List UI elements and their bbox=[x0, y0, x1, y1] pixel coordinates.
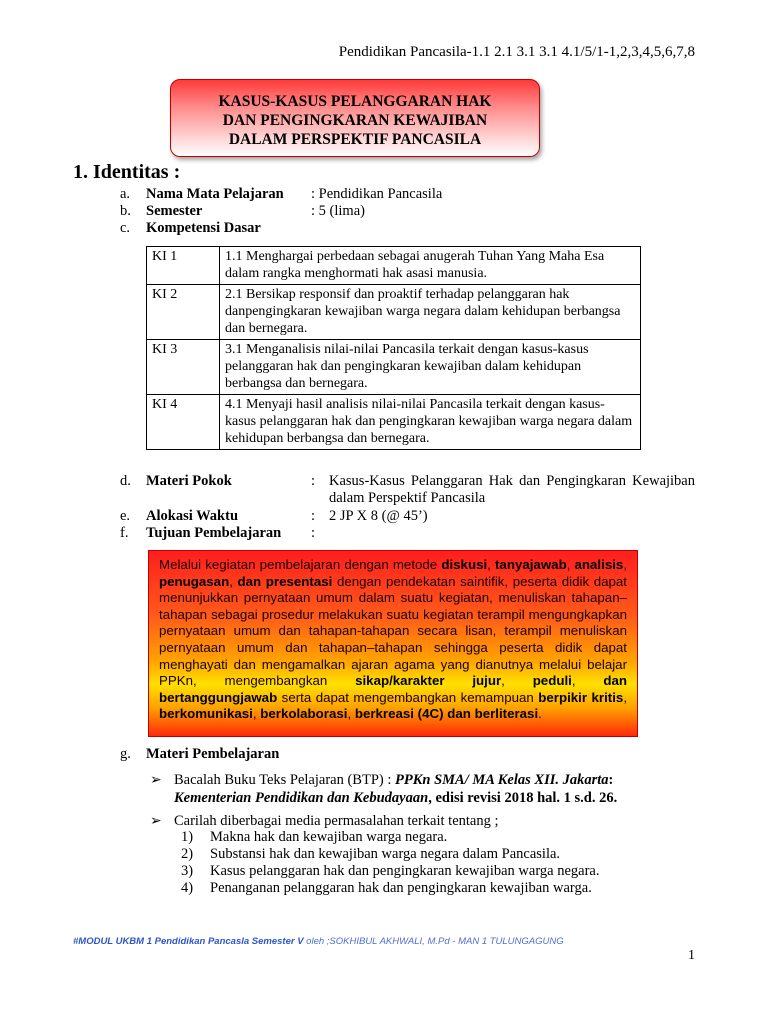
tujuan-bold: berkreasi (4C) bbox=[354, 706, 444, 722]
identitas-a-marker: a. bbox=[120, 186, 131, 202]
kd-text: 1.1 Menghargai perbedaan sebagai anugerah Tuhan Yang Maha Esa dalam rangka menghormati hak asasi manusia. bbox=[220, 247, 641, 285]
tujuan-bold: sikap/karakter jujur bbox=[355, 673, 502, 689]
title-line-3: DALAM PERSPEKTIF PANCASILA bbox=[228, 131, 482, 148]
tujuan-text: , bbox=[487, 557, 495, 572]
btp-edition: , edisi revisi 2018 hal. 1 s.d. 26. bbox=[428, 790, 618, 806]
title-line-1: KASUS-KASUS PELANGGARAN HAK bbox=[218, 93, 492, 110]
tujuan-bold: dan bertanggungjawab bbox=[159, 673, 627, 705]
arrow-bullet-icon: ➢ bbox=[150, 812, 162, 828]
bacalah-btp-text bbox=[174, 771, 714, 807]
identitas-c-marker: c. bbox=[120, 220, 131, 236]
list-item-number: 1) bbox=[181, 829, 194, 845]
title-line-2: DAN PENGINGKARAN KEWAJIBAN bbox=[222, 112, 488, 129]
tujuan-bold: berkolaborasi bbox=[260, 706, 348, 722]
tujuan-bold: dan berliterasi bbox=[447, 706, 539, 722]
kd-code: KI 4 bbox=[147, 395, 220, 450]
tujuan-bold: dan presentasi bbox=[237, 573, 333, 589]
identitas-d-marker: d. bbox=[120, 473, 131, 489]
table-row bbox=[147, 285, 641, 340]
identitas-a-value: : Pendidikan Pancasila bbox=[311, 186, 443, 202]
document-header: Pendidikan Pancasila-1.1 2.1 3.1 3.1 4.1/5/1-1,2,3,4,5,6,7,8 bbox=[338, 44, 695, 60]
tujuan-text: , bbox=[623, 689, 628, 705]
list-item: Kasus pelanggaran hak dan pengingkaran kewajiban warga negara. bbox=[210, 863, 600, 879]
tujuan-bold: penugasan bbox=[159, 573, 230, 589]
kd-text: 3.1 Menganalisis nilai-nilai Pancasila terkait dengan kasus-kasus pelanggaran hak dan pengingkaran kewajiban dalam kehidupan berbangsa dan bernegara. bbox=[220, 340, 641, 395]
alokasi-waktu-value: 2 JP X 8 (@ 45’) bbox=[329, 508, 428, 524]
identitas-c-label: Kompetensi Dasar bbox=[146, 220, 261, 236]
kd-code: KI 1 bbox=[147, 247, 220, 285]
arrow-bullet-icon: ➢ bbox=[150, 771, 162, 787]
identitas-e-colon: : bbox=[311, 508, 316, 524]
list-item: Makna hak dan kewajiban warga negara. bbox=[210, 829, 448, 845]
tujuan-text: , bbox=[501, 673, 533, 689]
tujuan-pembelajaran-box bbox=[148, 550, 638, 737]
btp-publisher: Kementerian Pendidikan dan Kebudayaan bbox=[174, 790, 429, 806]
list-item: Substansi hak dan kewajiban warga negara dalam Pancasila. bbox=[210, 846, 561, 862]
tujuan-text: , bbox=[252, 706, 261, 722]
identitas-b-value: : 5 (lima) bbox=[311, 203, 365, 219]
tujuan-text: . bbox=[538, 706, 542, 722]
list-item-number: 3) bbox=[181, 863, 194, 879]
identitas-b-marker: b. bbox=[120, 203, 131, 219]
identitas-b-label: Semester bbox=[146, 203, 203, 219]
footer-module: #MODUL UKBM 1 Pendidikan Pancasla Semester V bbox=[73, 936, 304, 947]
identitas-d-colon: : bbox=[311, 473, 316, 489]
table-row bbox=[147, 395, 641, 450]
identitas-g-marker: g. bbox=[120, 746, 131, 762]
tujuan-bold: berkomunikasi bbox=[159, 706, 253, 722]
kd-code: KI 2 bbox=[147, 285, 220, 340]
btp-colon: : bbox=[608, 772, 614, 788]
list-item-number: 2) bbox=[181, 846, 194, 862]
tujuan-text: , bbox=[566, 557, 575, 572]
footer-author: oleh ;SOKHIBUL AKHWALI, M.Pd - MAN 1 TULUNGAGUNG bbox=[303, 936, 564, 947]
tujuan-text: dengan pendekatan saintifik, peserta didik dapat menunjukkan pernyataan umum dalam suatu kegiatan, menuliskan tahapan–tahapan sebagai prosedur melakukan suatu kegiatan terampil mengungkapkan pernyataan umum dan tahapan-tahapan secara lisan, terampil menuliskan pernyataan umum dan tahapan–tahapan sehingga peserta didik dapat menghayati dan mengamalkan ajaran agama yang dianutnya melalui belajar PPKn, mengembangkan bbox=[159, 573, 627, 689]
table-row bbox=[147, 247, 641, 285]
title-banner bbox=[170, 79, 540, 157]
materi-pokok-value: Kasus-Kasus Pelanggaran Hak dan Pengingkaran Kewajiban dalam Perspektif Pancasila bbox=[329, 473, 695, 506]
tujuan-bold: tanyajawab bbox=[495, 557, 567, 572]
tujuan-text: , bbox=[229, 573, 238, 589]
tujuan-bold: analisis bbox=[574, 557, 624, 572]
kompetensi-dasar-table bbox=[146, 246, 641, 450]
btp-text: Bacalah Buku Teks Pelajaran (BTP) : bbox=[174, 772, 395, 788]
list-item: Penanganan pelanggaran hak dan pengingkaran kewajiban warga. bbox=[210, 880, 592, 896]
identitas-g-label: Materi Pembelajaran bbox=[146, 746, 280, 762]
tujuan-text: , bbox=[623, 557, 628, 572]
kd-text: 2.1 Bersikap responsif dan proaktif terhadap pelanggaran hak danpengingkaran kewajiban warga negara dalam kehidupan berbangsa dan bernegara. bbox=[220, 285, 641, 340]
page-footer bbox=[73, 936, 564, 947]
tujuan-text: Melalui kegiatan pembelajaran dengan metode bbox=[159, 557, 442, 572]
section-heading-identitas: 1. Identitas : bbox=[73, 161, 181, 183]
tujuan-bold: diskusi bbox=[441, 557, 488, 572]
tujuan-bold: peduli bbox=[532, 673, 572, 689]
identitas-f-marker: f. bbox=[120, 525, 129, 541]
kd-code: KI 3 bbox=[147, 340, 220, 395]
btp-book-title: PPKn SMA/ MA Kelas XII. Jakarta bbox=[395, 772, 609, 788]
identitas-a-label: Nama Mata Pelajaran bbox=[146, 186, 284, 202]
tujuan-bold: berpikir kritis bbox=[538, 689, 624, 705]
identitas-f-colon: : bbox=[311, 525, 316, 541]
identitas-d-label: Materi Pokok bbox=[146, 473, 232, 489]
carilah-text: Carilah diberbagai media permasalahan terkait tentang ; bbox=[174, 813, 499, 829]
identitas-f-label: Tujuan Pembelajaran bbox=[146, 525, 282, 541]
tujuan-text: , bbox=[347, 706, 355, 722]
identitas-e-label: Alokasi Waktu bbox=[146, 508, 239, 524]
list-item-number: 4) bbox=[181, 880, 194, 896]
page-number: 1 bbox=[688, 948, 695, 963]
tujuan-text: , bbox=[571, 673, 604, 689]
kd-text: 4.1 Menyaji hasil analisis nilai-nilai Pancasila terkait dengan kasus-kasus pelanggaran hak dan pengingkaran kewajiban warga negara dalam kehidupan berbangsa dan bernegara. bbox=[220, 395, 641, 450]
table-row bbox=[147, 340, 641, 395]
tujuan-text: serta dapat mengembangkan kemampuan bbox=[277, 689, 539, 705]
identitas-e-marker: e. bbox=[120, 508, 131, 524]
